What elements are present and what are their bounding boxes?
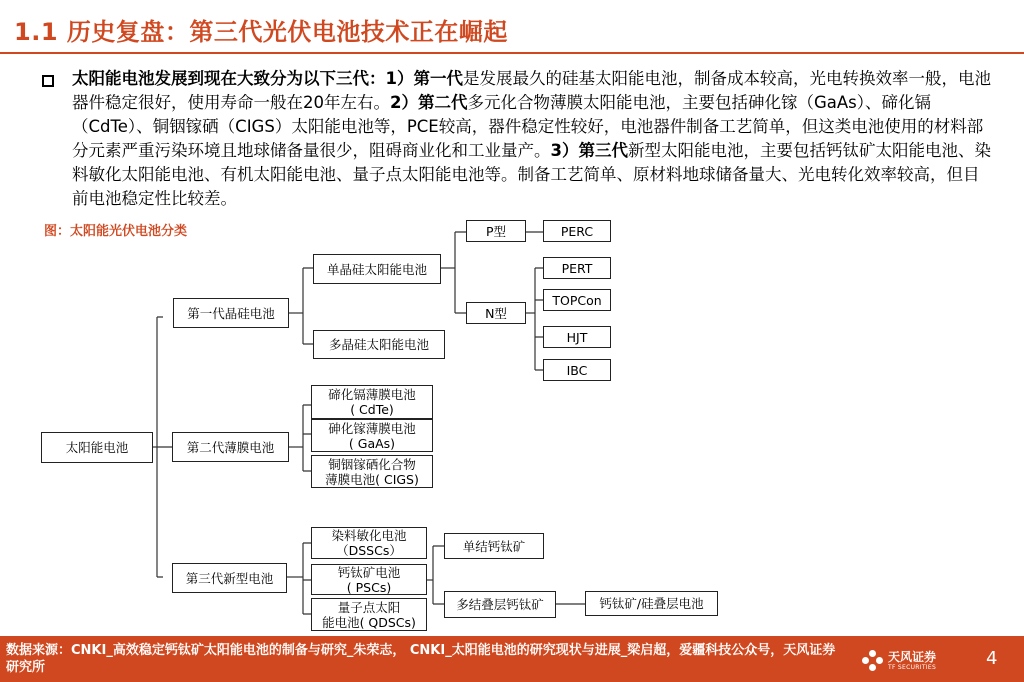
node-label: 多结叠层钙钛矿 (456, 597, 544, 612)
node-label: 单晶硅太阳能电池 (326, 261, 427, 277)
node-poly-si (313, 330, 445, 359)
node-gen1 (173, 298, 289, 328)
node-label-line2: ( PSCs) (346, 579, 392, 595)
node-label-line2: （DSSCs） (336, 543, 402, 558)
node-pert (543, 257, 611, 279)
node-label: PERT (561, 260, 593, 276)
bold-lead: 太阳能电池发展到现在大致分为以下三代： (72, 69, 386, 88)
node-solar-cell (41, 432, 153, 463)
node-dssc (311, 527, 427, 559)
source-note: 数据来源：CNKI_高效稳定钙钛矿太阳能电池的制备与研究_朱荣志， CNKI_太阳能电池的研究现状与进展_梁启超，爱疆科技公众号，天风证券研究所 (6, 643, 836, 675)
node-label-line1: 钙钛矿电池 (337, 564, 401, 580)
node-label: 单结钙钛矿 (462, 538, 526, 554)
node-label: TOPCon (552, 292, 602, 308)
node-gen3 (172, 563, 287, 593)
node-hjt (543, 326, 611, 348)
node-psc (311, 564, 427, 595)
node-label: 多晶硅太阳能电池 (328, 337, 429, 352)
node-label: 第一代晶硅电池 (187, 305, 275, 321)
gen3-text: 新型太阳能电池，主要包括钙钛矿太阳能电池、染料敏化太阳能电池、有机太阳能电池、量子点太阳能电池等。制备工艺简单、原材料地球储备量大、光电转化效率较高，但目前电池稳定性比较差。 (72, 141, 991, 208)
node-label-line1: 染料敏化电池 (331, 528, 407, 543)
footer-bar (0, 636, 1024, 682)
page-number: 4 (986, 648, 998, 669)
company-logo (862, 650, 936, 672)
node-cigs (311, 455, 433, 488)
node-label-line1: 碲化镉薄膜电池 (328, 387, 416, 402)
node-label: 第三代新型电池 (185, 570, 274, 586)
node-label-line2: ( GaAs) (348, 435, 396, 451)
node-perc (543, 220, 611, 242)
node-ibc (543, 359, 611, 381)
node-label-line2: 薄膜电池( CIGS) (325, 471, 419, 487)
gen2-label: 2）第二代 (390, 93, 468, 112)
node-multi-junction (444, 591, 556, 618)
node-label: IBC (566, 362, 588, 378)
gen3-label: 3）第三代 (550, 141, 628, 160)
flower-icon (862, 650, 884, 672)
figure-caption: 图：太阳能光伏电池分类 (44, 224, 188, 239)
node-mono-si (313, 254, 441, 284)
node-label: HJT (566, 329, 588, 345)
logo-subtitle: TF SECURITIES (888, 664, 937, 671)
gen2-text: 多元化合物薄膜太阳能电池，主要包括砷化镓（GaAs）、碲化镉（CdTe）、铜铟镓硒（CIGS）太阳能电池等，PCE较高，器件稳定性较好，电池器件制备工艺简单，但这类电池使用的材料部分元素严重污染环境且地球储备量很少，阻碍商业化和工业量产。 (72, 93, 984, 160)
node-gaas (311, 419, 433, 452)
node-tandem (585, 591, 718, 616)
node-label-line1: 砷化镓薄膜电池 (328, 420, 416, 436)
page-title: 1.1 历史复盘：第三代光伏电池技术正在崛起 (14, 18, 508, 46)
gen1-label: 1）第一代 (385, 69, 463, 88)
node-label-line2: ( CdTe) (350, 402, 394, 417)
node-gen2 (172, 432, 289, 462)
node-qdsc (311, 598, 427, 631)
node-single-junction (444, 533, 544, 559)
node-n-type (466, 302, 526, 324)
node-label: 太阳能电池 (65, 440, 129, 455)
logo-name: 天风证券 (888, 650, 937, 664)
node-topcon (543, 289, 611, 311)
node-label-line1: 铜铟镓硒化合物 (328, 456, 416, 472)
node-label: N型 (485, 305, 507, 321)
node-label-line1: 量子点太阳 (337, 599, 401, 615)
node-label-line2: 能电池( QDSCs) (322, 614, 416, 630)
node-label: P型 (485, 223, 507, 239)
node-label: PERC (560, 223, 594, 239)
node-p-type (466, 220, 526, 242)
gen1-text: 是发展最久的硅基太阳能电池，制备成本较高，光电转换效率一般，电池器件稳定很好，使用寿命一般在20年左右。 (72, 69, 991, 112)
node-label: 钙钛矿/硅叠层电池 (599, 596, 704, 611)
node-label: 第二代薄膜电池 (186, 439, 275, 455)
node-cdte (311, 385, 433, 419)
